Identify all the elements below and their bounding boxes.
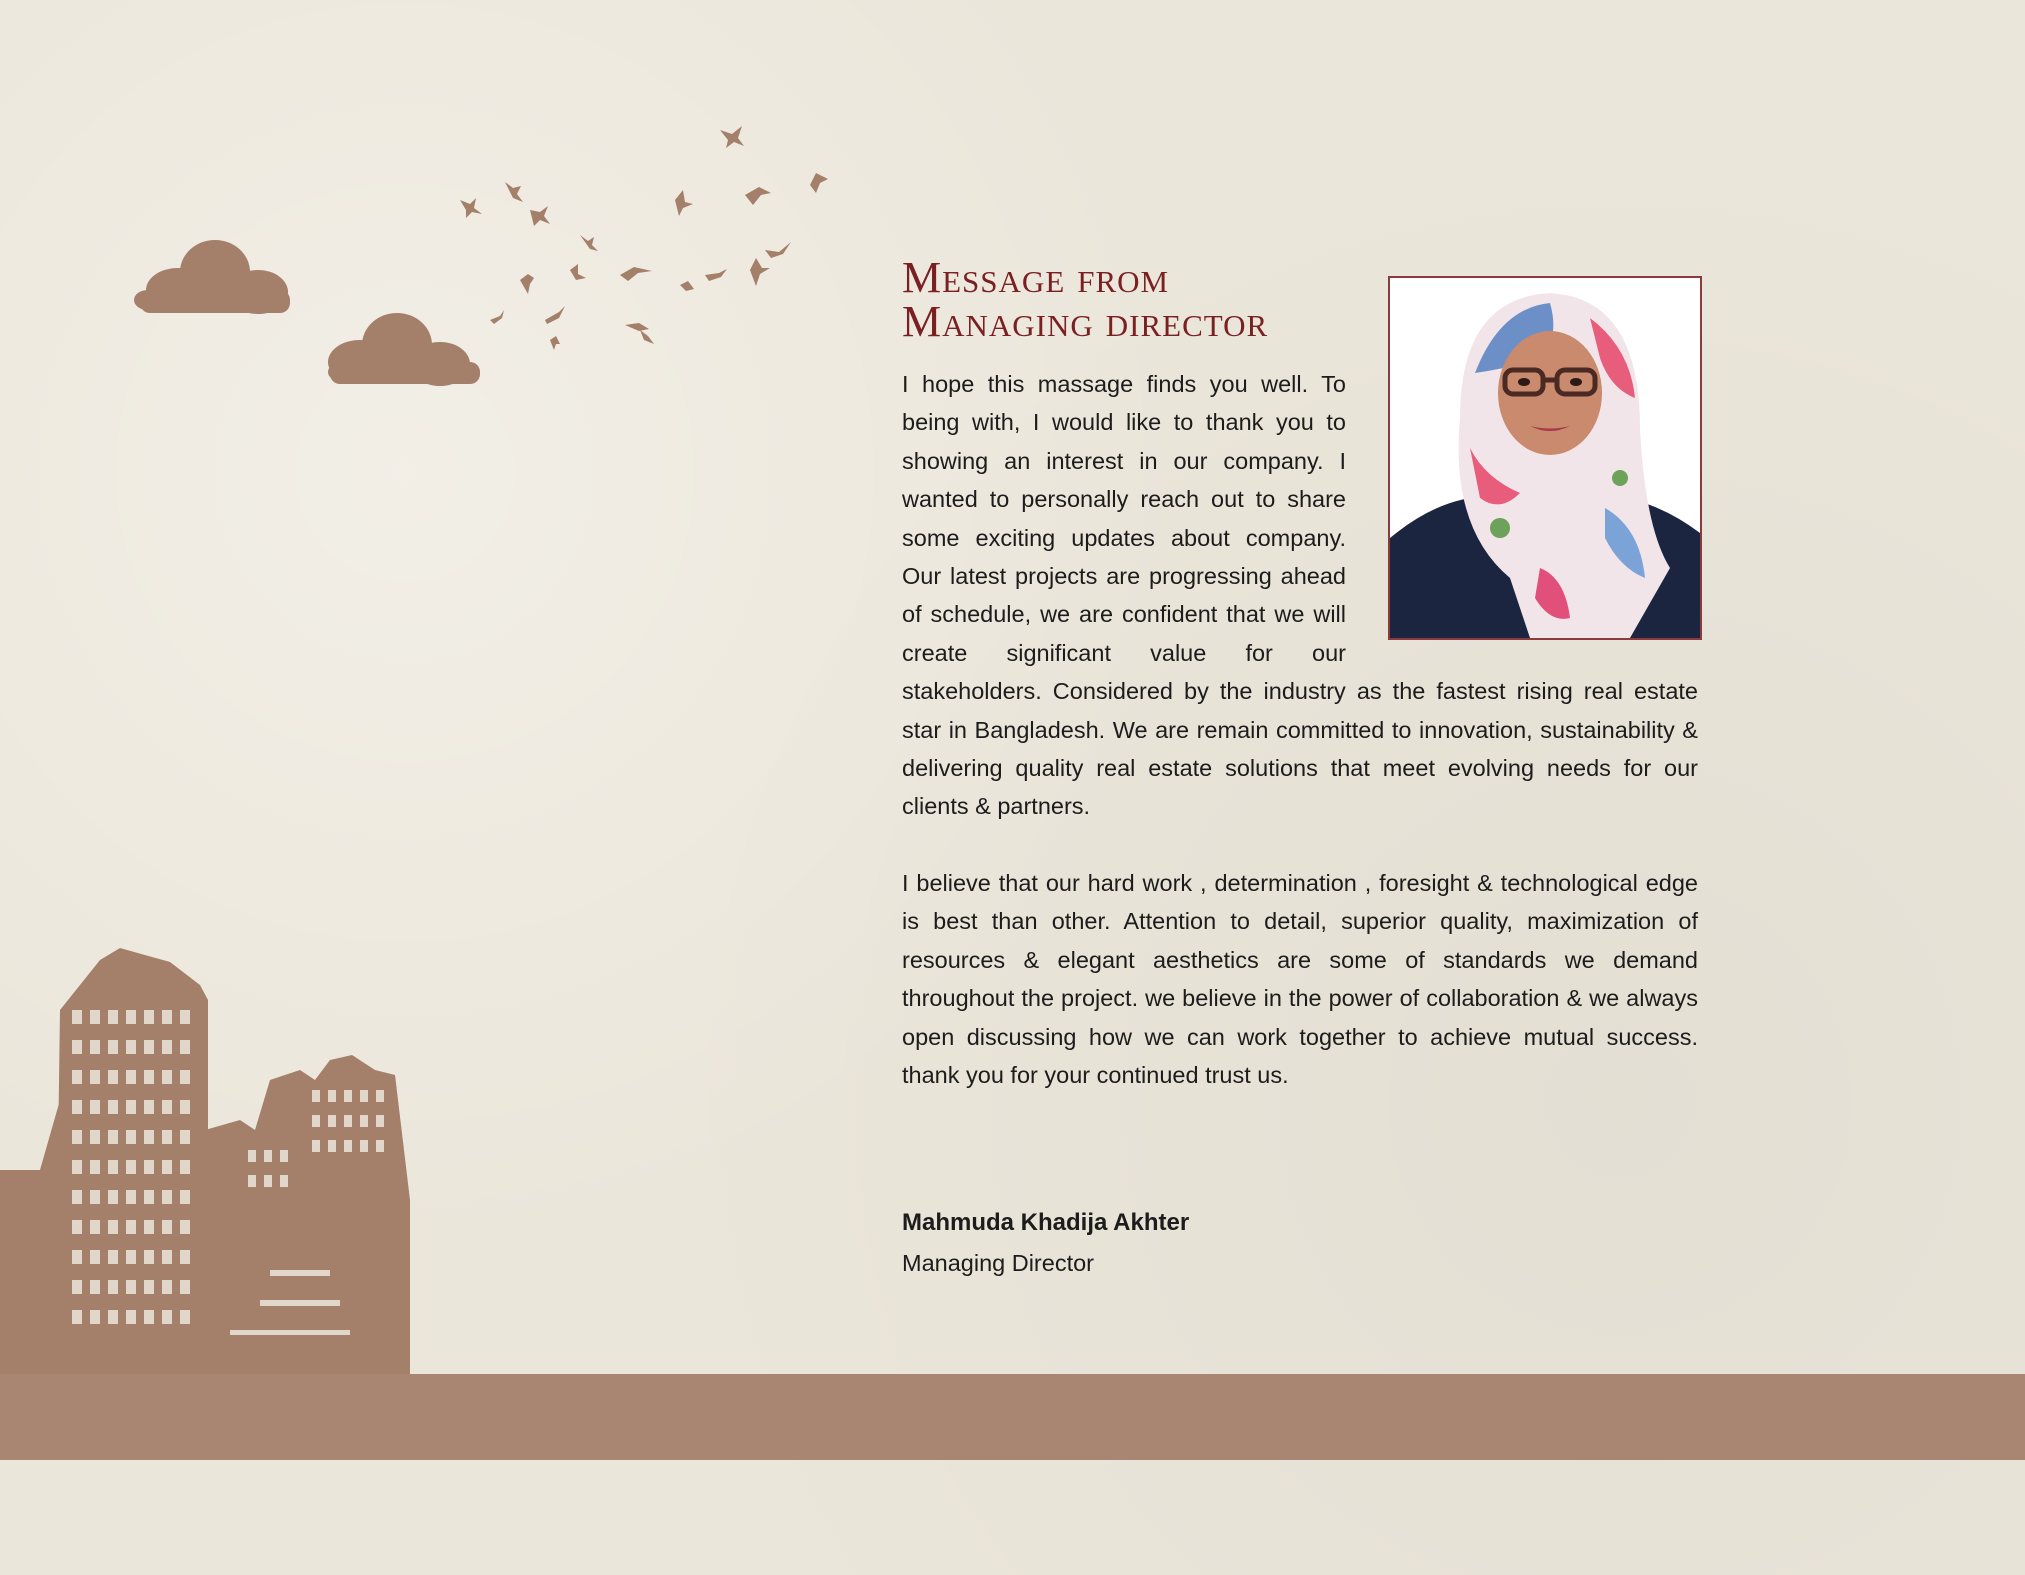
signatory-name: Mahmuda Khadija Akhter (902, 1209, 1190, 1236)
message-paragraph-1: I hope this massage finds you well. To being with, I would like to thank you to showing an interest in our company. I wanted to personally reach out to share some exciting updates about company. Our latest projects are progressing ahead of schedule, we are confident that we will create significant value for our stakeholders. Considered by the industry as the fastest rising real estate star in Bangladesh. We are remain committed to innovation, sustainability & delivering quality real estate solutions that meet evolving needs for our clients & partners. (902, 371, 1698, 820)
signatory-role: Managing Director (902, 1250, 1095, 1276)
message-body (902, 365, 1698, 1094)
footer-band (0, 1374, 2025, 1460)
message-paragraph-2: I believe that our hard work , determination , foresight & technological edge is best than other. Attention to detail, superior quality, maximization of resources & elegant aesthetics are some of standards we demand throughout the project. we believe in the power of collaboration & we always open discussing how we can work together to achieve mutual success. thank you for your continued trust us. (902, 869, 1698, 1088)
city-skyline-icon (0, 948, 410, 1374)
page-title (902, 253, 1362, 346)
cloud-icon (328, 313, 480, 386)
title-line-2: Managing director (902, 297, 1269, 346)
portrait-spacer (1346, 365, 1698, 655)
title-line-1: Message from (902, 253, 1170, 302)
birds-flock-icon (460, 126, 828, 350)
cloud-icon (134, 240, 290, 314)
